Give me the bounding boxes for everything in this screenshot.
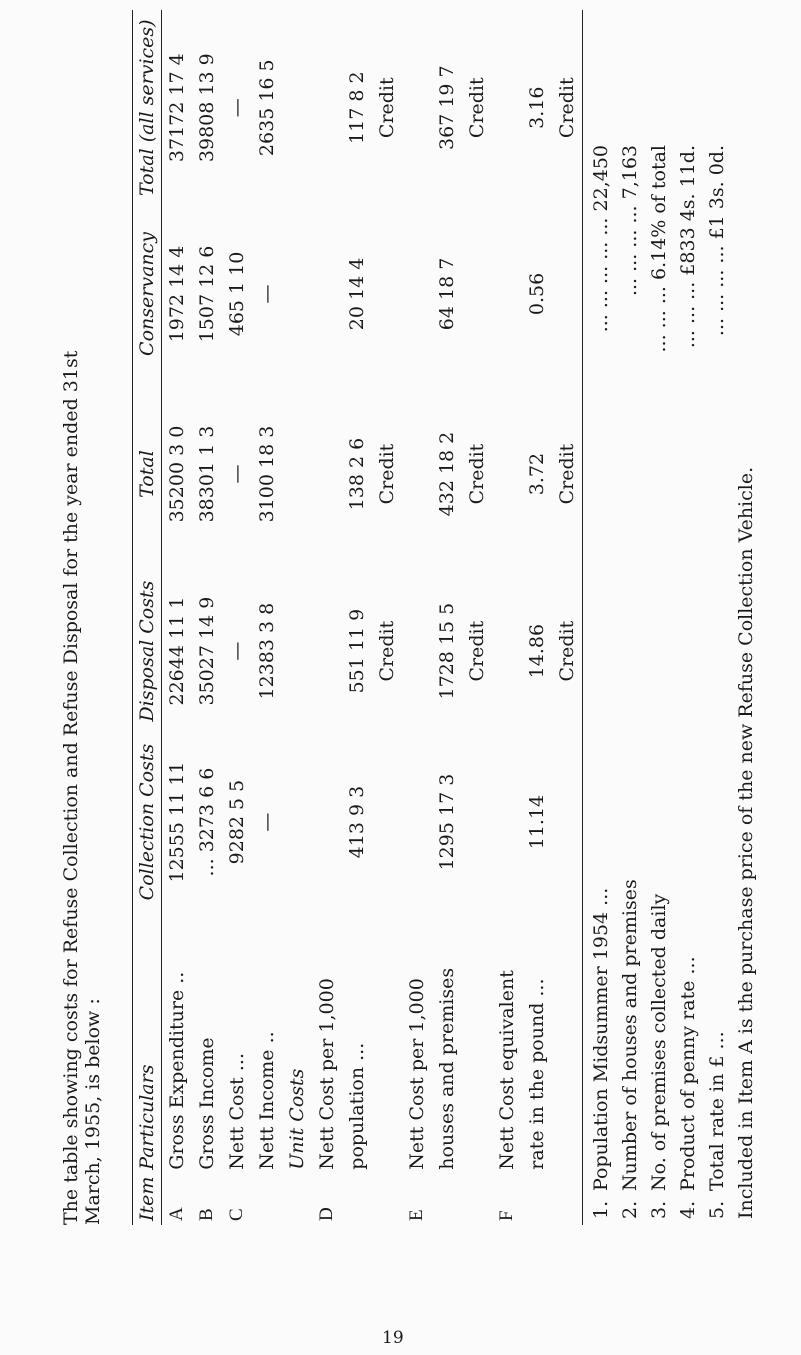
table-row (372, 10, 402, 1225)
cell-total (402, 382, 432, 565)
cell-collection (372, 737, 402, 908)
cell-conservancy (402, 205, 432, 382)
cell-total-all: 37172 17 4 (166, 53, 188, 163)
intro-paragraph (60, 10, 104, 1225)
cell-item (522, 1174, 552, 1225)
table-row (492, 10, 522, 1225)
cell-disposal: 12383 3 8 (256, 602, 278, 700)
cell-particulars: Gross Expenditure .. (166, 971, 188, 1170)
rotated-page (60, 10, 757, 1225)
intro-line-2: March, 1955, is below : (82, 998, 104, 1225)
cell-conservancy: 1507 12 6 (196, 245, 218, 343)
cell-total-all (312, 10, 342, 205)
footnote (735, 10, 764, 1225)
cell-conservancy (282, 205, 312, 382)
header-item: Item (136, 1176, 158, 1221)
cell-particulars: Nett Cost per 1,000 (316, 978, 338, 1170)
cell-item (462, 1174, 492, 1225)
cell-disposal: Credit (376, 620, 398, 682)
cell-particulars: Unit Costs (286, 1068, 308, 1170)
cell-disposal (282, 566, 312, 737)
cell-collection (312, 737, 342, 908)
cell-conservancy: 20 14 4 (346, 257, 368, 331)
cell-total-all: 2635 16 5 (256, 59, 278, 157)
cell-total: 432 18 2 (436, 431, 458, 517)
table-row (342, 10, 372, 1225)
cell-item: B (196, 1208, 217, 1221)
cell-collection (282, 737, 312, 908)
note-number: 4. (677, 1200, 699, 1219)
cell-conservancy (492, 205, 522, 382)
table-row (192, 10, 222, 1225)
cell-collection: 9282 5 5 (226, 779, 248, 865)
cell-conservancy (372, 205, 402, 382)
cell-total-all: 117 8 2 (346, 71, 368, 144)
cell-particulars: rate in the pound ... (526, 978, 548, 1170)
cell-disposal: 35027 14 9 (196, 596, 218, 706)
table-row (222, 10, 252, 1225)
cell-item: E (406, 1209, 427, 1221)
table-row (402, 10, 432, 1225)
table-body (162, 10, 583, 1225)
note-5 (706, 10, 735, 1225)
cell-total-all: 39808 13 9 (196, 53, 218, 163)
cell-item (432, 1174, 462, 1225)
cell-collection: ... 3273 6 6 (196, 767, 218, 877)
cell-conservancy: 0.56 (526, 272, 548, 316)
cell-particulars (552, 908, 583, 1174)
cell-total: 3100 18 3 (256, 425, 278, 523)
header-conservancy: Conservancy (136, 231, 158, 356)
cell-disposal: Credit (556, 620, 578, 682)
cell-disposal (312, 566, 342, 737)
table-row (252, 10, 282, 1225)
cell-item: A (166, 1207, 187, 1221)
cell-disposal: 1728 15 5 (436, 602, 458, 700)
cell-conservancy: 64 18 7 (436, 257, 458, 331)
note-label: Total rate in £ ... (706, 1031, 728, 1191)
note-label: Number of houses and premises (619, 879, 641, 1191)
cell-total: 38301 1 3 (196, 425, 218, 523)
note-number: 1. (590, 1200, 612, 1219)
note-label: Product of penny rate ... (677, 956, 699, 1191)
header-total: Total (136, 450, 158, 498)
note-label: No. of premises collected daily (648, 893, 670, 1191)
cell-collection: 12555 11 11 (166, 761, 188, 883)
cell-particulars: Nett Cost ... (226, 1053, 248, 1170)
cell-collection (402, 737, 432, 908)
note-number: 3. (648, 1200, 670, 1219)
cell-total (312, 382, 342, 565)
note-3 (648, 10, 677, 1225)
cell-item: D (316, 1207, 337, 1221)
cell-total-all: 3.16 (526, 86, 548, 129)
cell-disposal: — (226, 641, 248, 661)
cell-item (342, 1174, 372, 1225)
cell-collection: 413 9 3 (346, 785, 368, 859)
notes-list (590, 10, 764, 1225)
cell-total (492, 382, 522, 565)
note-number: 2. (619, 1200, 641, 1219)
table-row (552, 10, 583, 1225)
table-row (432, 10, 462, 1225)
cell-item: C (226, 1208, 247, 1221)
table-row (312, 10, 342, 1225)
cell-conservancy: — (256, 284, 278, 304)
cell-conservancy (462, 205, 492, 382)
header-total-all-line1: Total (136, 148, 158, 197)
cell-item (252, 1174, 282, 1225)
cell-particulars: population ... (346, 1042, 368, 1170)
table-row (162, 10, 193, 1225)
table-row (282, 10, 312, 1225)
cell-disposal (492, 566, 522, 737)
cell-total: Credit (556, 443, 578, 505)
cell-collection: 1295 17 3 (436, 773, 458, 871)
cell-total: — (226, 464, 248, 484)
cell-total: 138 2 6 (346, 437, 368, 511)
header-particulars: Particulars (136, 1064, 158, 1170)
cell-total: Credit (376, 443, 398, 505)
cell-disposal: 14.86 (526, 623, 548, 679)
costs-table (132, 10, 583, 1225)
cell-total-all: Credit (466, 77, 488, 139)
note-4 (677, 10, 706, 1225)
note-number: 5. (706, 1200, 728, 1219)
cell-total: 3.72 (526, 452, 548, 496)
cell-particulars (462, 908, 492, 1174)
cell-total-all: Credit (376, 77, 398, 139)
cell-particulars: Nett Income .. (256, 1031, 278, 1170)
header-total-all-line2: (all services) (136, 19, 158, 143)
cell-disposal (402, 566, 432, 737)
note-2 (619, 10, 648, 1225)
cell-total-all (402, 10, 432, 205)
table-row (462, 10, 492, 1225)
table-header-row (133, 10, 162, 1225)
cell-particulars: Gross Income (196, 1037, 218, 1170)
cell-total-all: — (226, 98, 248, 118)
cell-total-all: Credit (556, 77, 578, 139)
note-value: ... ... ... ... ... 22,450 (590, 145, 612, 333)
cell-conservancy (552, 205, 583, 382)
cell-collection: — (256, 812, 278, 832)
cell-total: 35200 3 0 (166, 425, 188, 523)
cell-collection (552, 737, 583, 908)
cell-conservancy (312, 205, 342, 382)
intro-line-1: The table showing costs for Refuse Collection and Refuse Disposal for the year ended 31st (60, 350, 82, 1225)
note-value: ... ... ... £833 4s. 11d. (677, 145, 699, 349)
cell-particulars: Nett Cost per 1,000 (406, 978, 428, 1170)
cell-collection: 11.14 (526, 794, 548, 850)
cell-disposal: Credit (466, 620, 488, 682)
cell-total-all (492, 10, 522, 205)
cell-total: Credit (466, 443, 488, 505)
cell-disposal: 551 11 9 (346, 608, 368, 694)
header-disposal-costs: Disposal Costs (136, 580, 158, 722)
cell-particulars: houses and premises (436, 967, 458, 1170)
cell-conservancy: 1972 14 4 (166, 245, 188, 343)
table-row (522, 10, 552, 1225)
cell-particulars: Nett Cost equivalent (496, 970, 518, 1170)
cell-particulars (372, 908, 402, 1174)
note-value: ... ... ... ... 7,163 (619, 145, 641, 297)
note-label: Population Midsummer 1954 ... (590, 887, 612, 1191)
cell-total-all (282, 10, 312, 205)
note-value: ... ... ... 6.14% of total (648, 145, 670, 353)
cell-disposal: 22644 11 1 (166, 596, 188, 706)
cell-total (282, 382, 312, 565)
cell-collection (462, 737, 492, 908)
cell-item (372, 1174, 402, 1225)
note-1 (590, 10, 619, 1225)
cell-collection (492, 737, 522, 908)
cell-item (552, 1174, 583, 1225)
header-total-all-services (133, 10, 162, 205)
cell-item: F (496, 1210, 517, 1221)
cell-conservancy: 465 1 10 (226, 251, 248, 337)
page-number: 19 (382, 1328, 404, 1348)
footnote-text: Included in Item A is the purchase price of the new Refuse Collection Vehicle. (735, 466, 757, 1219)
note-value: ... ... ... ... £1 3s. 0d. (706, 145, 728, 337)
header-collection-costs: Collection Costs (136, 743, 158, 901)
cell-total-all: 367 19 7 (436, 65, 458, 151)
cell-item (282, 1174, 312, 1225)
